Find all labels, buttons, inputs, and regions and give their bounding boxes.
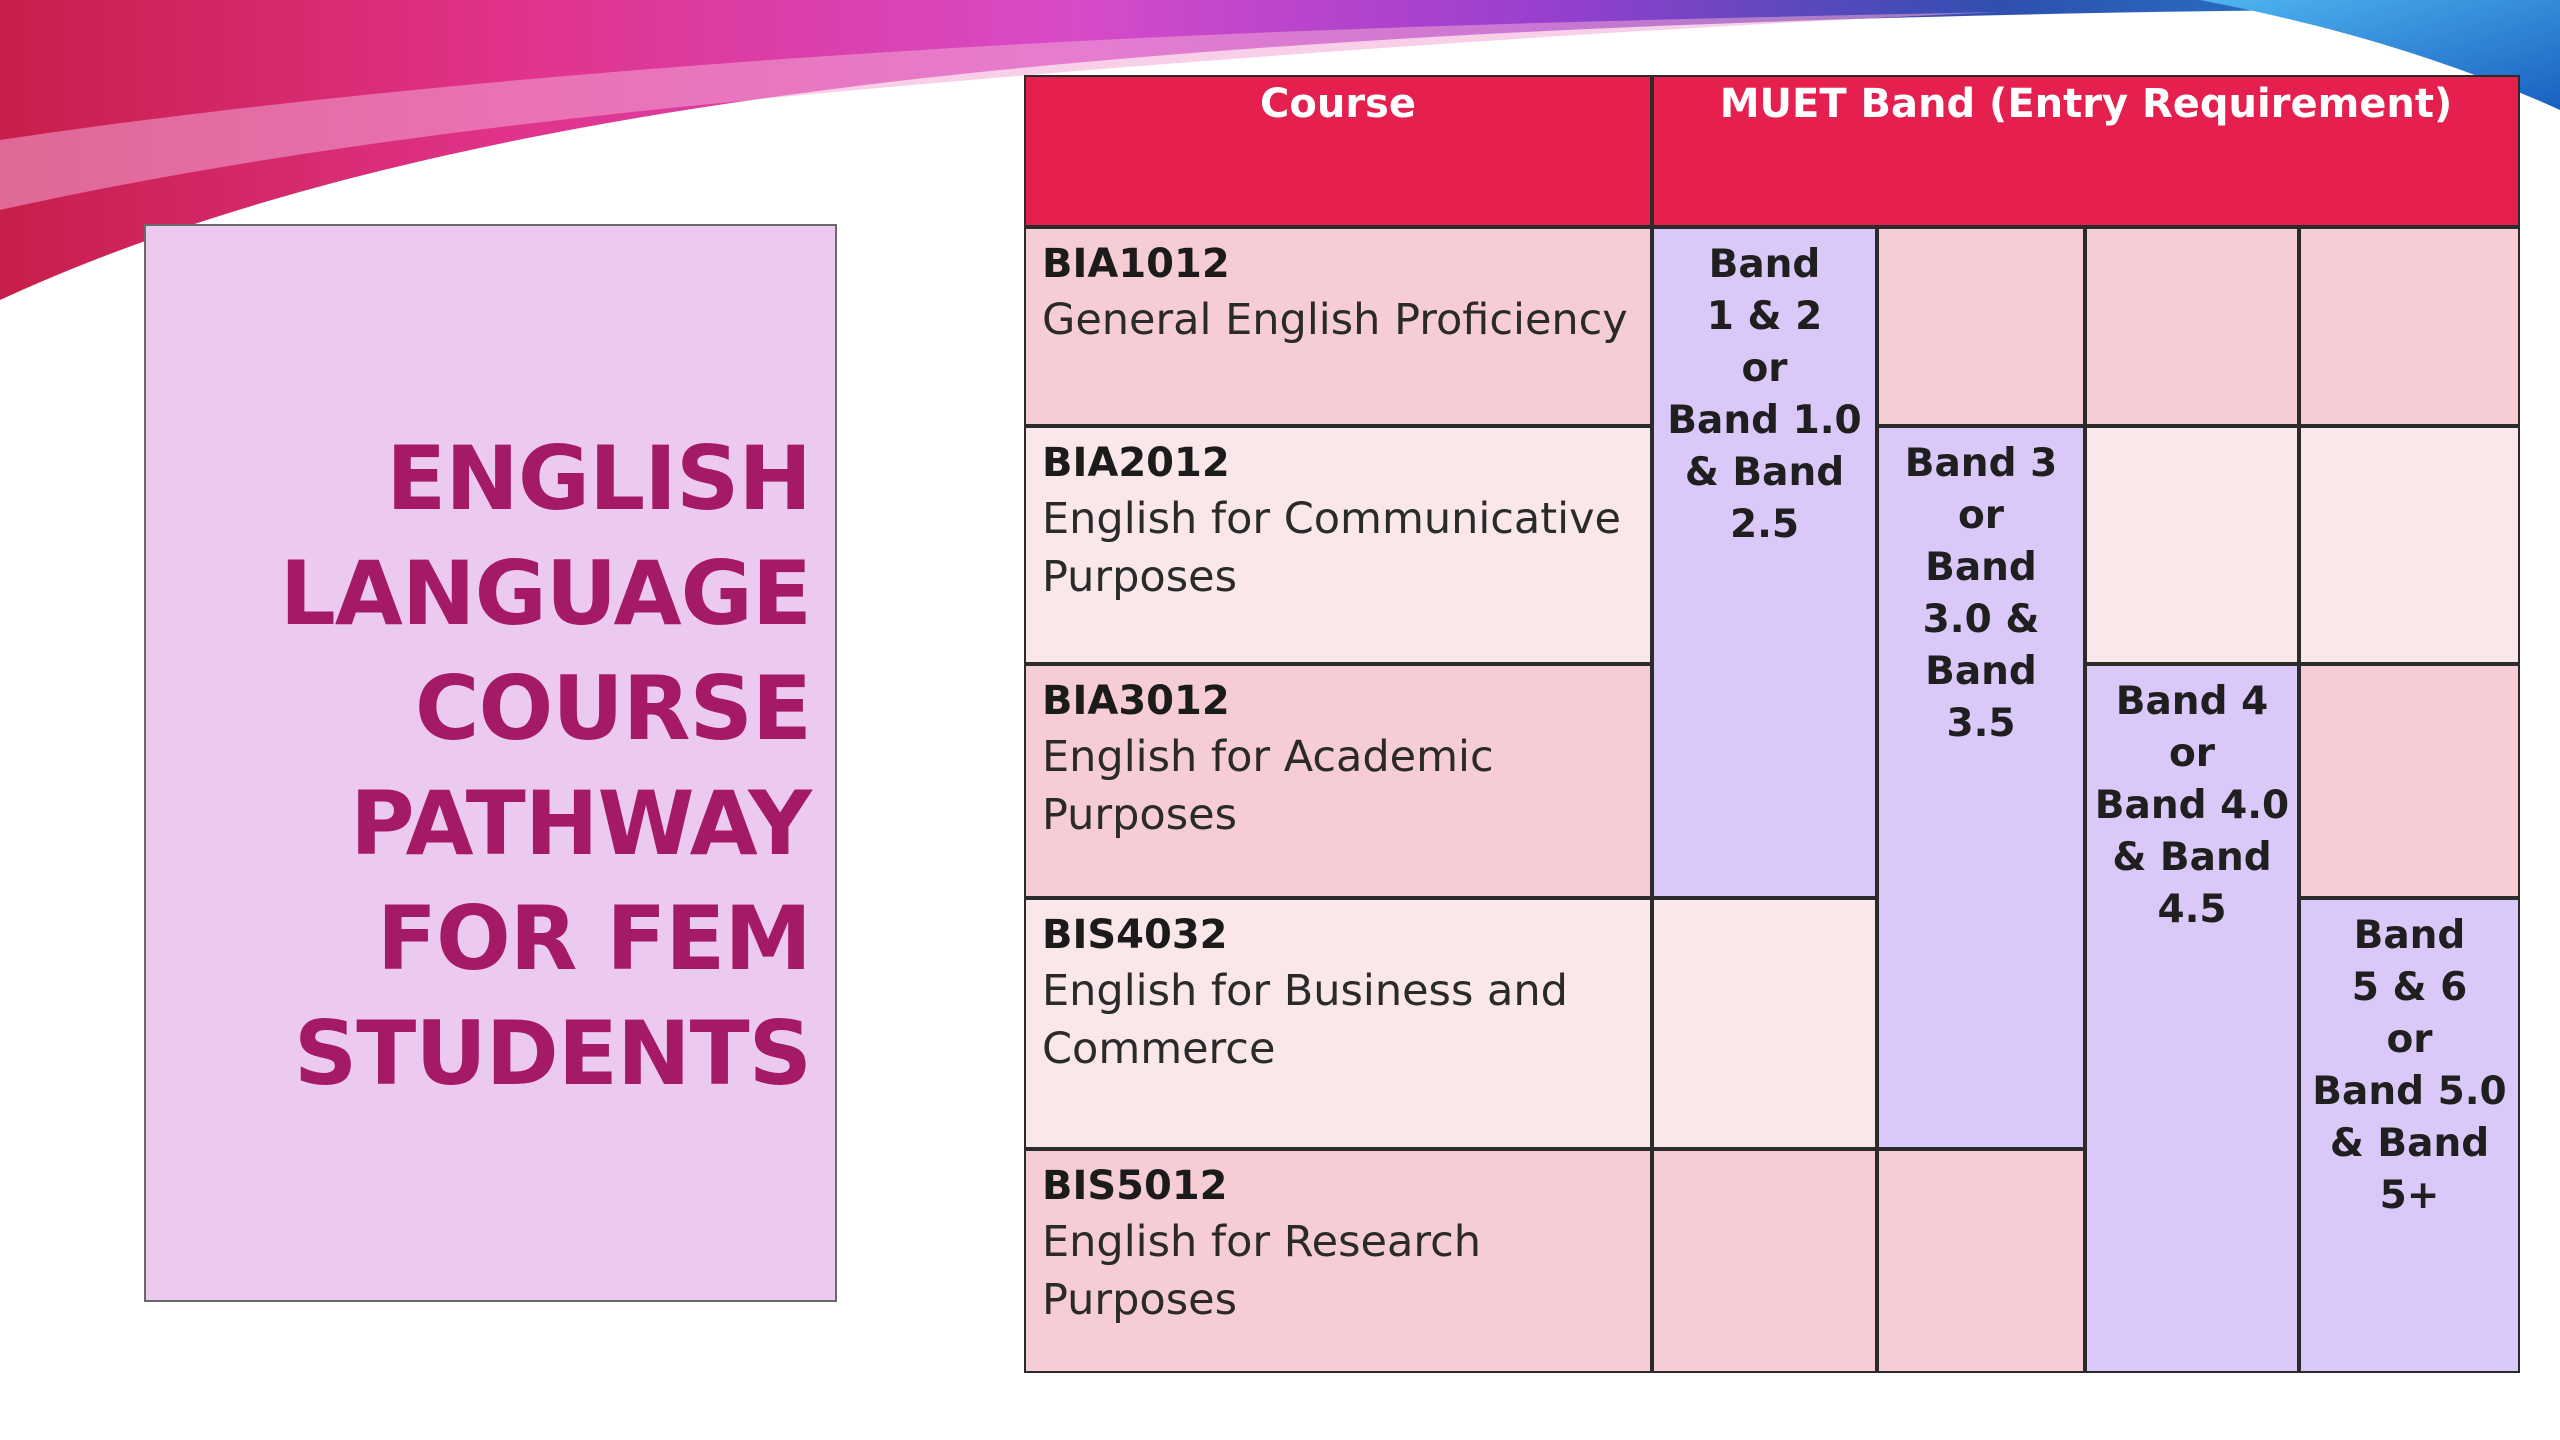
- band-cell-4: [2301, 900, 2518, 1371]
- title-line: STUDENTS: [293, 1002, 811, 1105]
- band-cell-3: [2087, 666, 2297, 1371]
- empty-cell: [1654, 1151, 1875, 1371]
- course-code: BIS5012: [1042, 1163, 1228, 1209]
- band-text: Band 5.0: [2312, 1069, 2507, 1114]
- band-text: or: [1957, 493, 2005, 538]
- course-name: English for Research Purposes: [1042, 1217, 1481, 1325]
- band-text: 2.5: [1729, 502, 1800, 547]
- band-text: Band 1.0: [1667, 398, 1862, 443]
- band-text: & Band: [1684, 450, 1845, 495]
- course-code: BIA2012: [1042, 440, 1230, 486]
- band-text: & Band: [2112, 835, 2272, 880]
- band-text: 1 & 2: [1706, 294, 1823, 339]
- band-text: Band 4: [2115, 679, 2269, 724]
- band-text: 3.0 &: [1922, 597, 2040, 642]
- course-name: General English Proficiency: [1042, 295, 1628, 345]
- band-text: or: [2168, 731, 2216, 776]
- title-line: PATHWAY: [350, 772, 811, 875]
- band-text: Band: [1708, 242, 1821, 287]
- band-text: Band: [1925, 545, 2037, 590]
- band-text: & Band: [2329, 1121, 2490, 1166]
- band-text: Band 4.0: [2094, 783, 2290, 828]
- course-code: BIS4032: [1042, 912, 1228, 958]
- band-cell-1: [1654, 229, 1875, 896]
- empty-cell: [2301, 428, 2518, 662]
- course-name: English for Communicative Purposes: [1042, 494, 1621, 602]
- empty-cell: [2087, 428, 2297, 662]
- course-pathway-table: [1024, 75, 2520, 1373]
- empty-cell: [1654, 900, 1875, 1147]
- band-text: 4.5: [2157, 887, 2227, 932]
- course-name: English for Business and Commerce: [1042, 966, 1568, 1074]
- course-code: BIA3012: [1042, 678, 1230, 724]
- table-row-course: [1026, 666, 1650, 896]
- course-code: BIA1012: [1042, 241, 1230, 287]
- title-line: ENGLISH: [386, 427, 811, 530]
- band-text: Band 3: [1904, 441, 2058, 486]
- band-text: Band: [1925, 649, 2037, 694]
- table-row-course: [1026, 428, 1650, 662]
- empty-cell: [2301, 666, 2518, 896]
- band-text: 5+: [2379, 1173, 2440, 1218]
- band-cell-2: [1879, 428, 2083, 1147]
- table-row-course: [1026, 229, 1650, 424]
- band-text: Band: [2353, 913, 2466, 958]
- header-course: Course: [1026, 77, 1650, 225]
- header-muet-band: MUET Band (Entry Requirement): [1654, 77, 2518, 225]
- slide-title: [280, 421, 811, 1111]
- title-line: COURSE: [414, 657, 811, 760]
- band-text: or: [2386, 1017, 2433, 1062]
- title-panel: [144, 224, 837, 1302]
- band-text: 5 & 6: [2351, 965, 2468, 1010]
- table-row-course: [1026, 1151, 1650, 1371]
- empty-cell: [1879, 229, 2083, 424]
- title-line: LANGUAGE: [279, 542, 811, 645]
- table-row-course: [1026, 900, 1650, 1147]
- band-text: or: [1741, 346, 1788, 391]
- band-text: 3.5: [1946, 701, 2016, 746]
- course-name: English for Academic Purposes: [1042, 732, 1494, 840]
- empty-cell: [2087, 229, 2297, 424]
- empty-cell: [2301, 229, 2518, 424]
- title-line: FOR FEM: [376, 887, 811, 990]
- empty-cell: [1879, 1151, 2083, 1371]
